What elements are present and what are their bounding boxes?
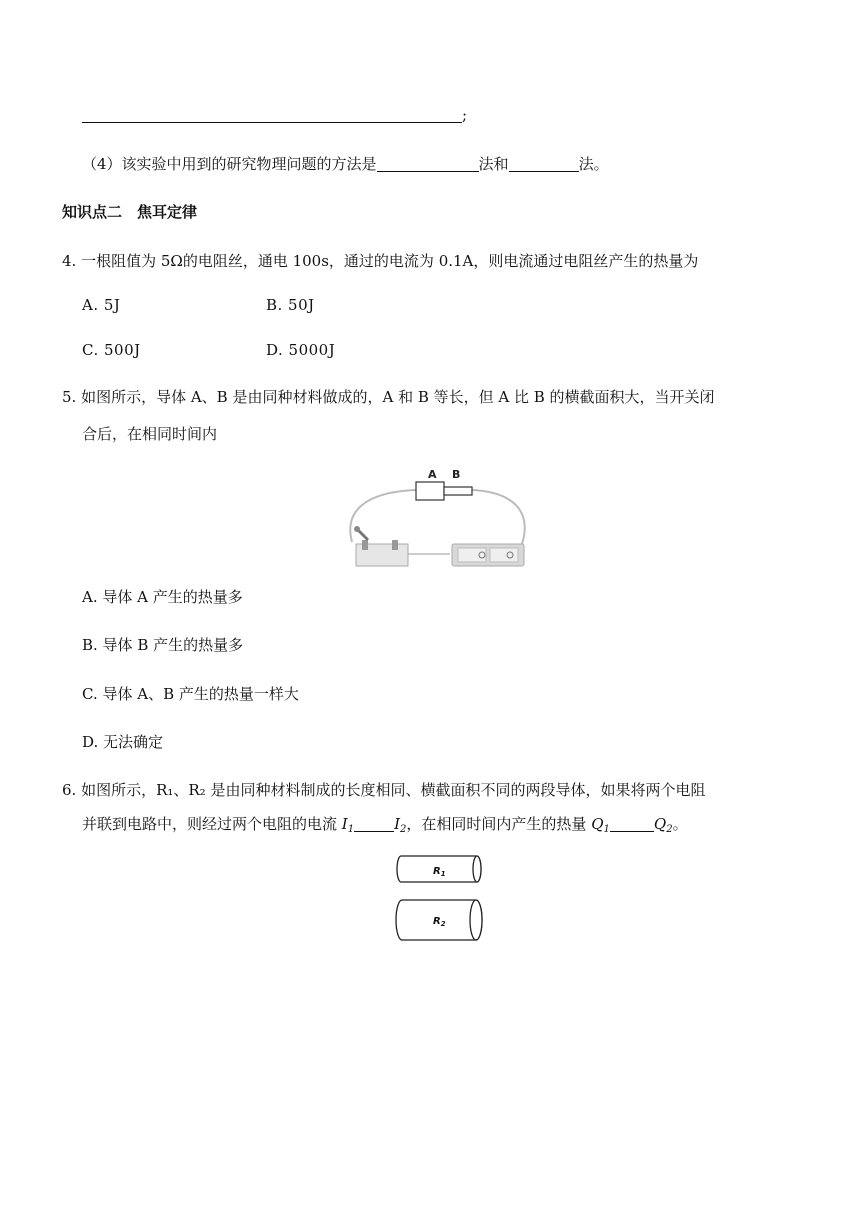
- part4-text-mid: 法和: [478, 155, 509, 173]
- current-compare-blank[interactable]: [354, 815, 394, 832]
- q4-option-b[interactable]: B. 50J: [266, 296, 315, 314]
- label-b: B: [452, 468, 461, 481]
- q4-stem: 4. 一根阻值为 5Ω的电阻丝，通电 100s，通过的电流为 0.1A，则电流通过电阻丝产生的热量为: [62, 252, 699, 270]
- q6-text-end: 。: [672, 815, 688, 833]
- part4-text-before: （4）该实验中用到的研究物理问题的方法是: [82, 155, 377, 173]
- r2-label: R: [433, 916, 441, 927]
- answer-blank-line[interactable]: [82, 106, 467, 124]
- q5-option-c[interactable]: C. 导体 A、B 产生的热量一样大: [82, 685, 299, 703]
- conductor-b: [444, 487, 472, 495]
- conductor-a: [416, 482, 444, 500]
- svg-text:R2: $R_2$: [433, 916, 446, 928]
- q6-resistor-figure: [393, 854, 487, 944]
- q5-option-a[interactable]: A. 导体 A 产生的热量多: [82, 588, 243, 606]
- current-i2: $I_2$: [394, 815, 407, 835]
- q6-text-a: 并联到电路中，则经过两个电阻的电流: [82, 815, 342, 833]
- q6-stem-line2: [82, 813, 688, 835]
- svg-text:R1: $R_1$: [433, 866, 446, 878]
- resistor-r1: [397, 856, 481, 882]
- part4-text-end: 法。: [578, 155, 609, 173]
- q5-option-d[interactable]: D. 无法确定: [82, 733, 164, 751]
- current-i1: $I_1$: [341, 815, 355, 835]
- q4-option-c[interactable]: C. 500J: [82, 341, 141, 359]
- q5-option-b[interactable]: B. 导体 B 产生的热量多: [82, 636, 244, 654]
- method-blank-2[interactable]: [509, 155, 579, 172]
- q5-circuit-figure: [344, 462, 530, 568]
- knife-switch: [354, 526, 408, 566]
- q6-stem-line1: 6. 如图所示，R₁、R₂ 是由同种材料制成的长度相同、横截面积不同的两段导体，如果将两个电阻: [62, 781, 706, 799]
- resistor-r2: [396, 900, 482, 940]
- q4-option-a[interactable]: A. 5J: [82, 296, 121, 314]
- heat-q2: $Q_2$: [653, 815, 673, 835]
- heat-compare-blank[interactable]: [610, 815, 654, 832]
- method-blank-1[interactable]: [377, 155, 479, 172]
- heat-q1: $Q_1$: [591, 815, 610, 835]
- q5-stem-line1: 5. 如图所示，导体 A、B 是由同种材料做成的，A 和 B 等长，但 A 比 B 的横截面积大，当开关闭: [62, 388, 715, 406]
- q5-stem-line2: 合后，在相同时间内: [82, 425, 218, 443]
- battery-holder: [452, 544, 524, 566]
- section-title: 知识点二 焦耳定律: [62, 203, 198, 221]
- semicolon: ;: [462, 106, 468, 124]
- part4-question: [82, 153, 609, 174]
- q6-text-b: ，在相同时间内产生的热量: [406, 815, 592, 833]
- q4-option-d[interactable]: D. 5000J: [266, 341, 336, 359]
- r1-label: R: [433, 866, 441, 877]
- label-a: A: [428, 468, 437, 481]
